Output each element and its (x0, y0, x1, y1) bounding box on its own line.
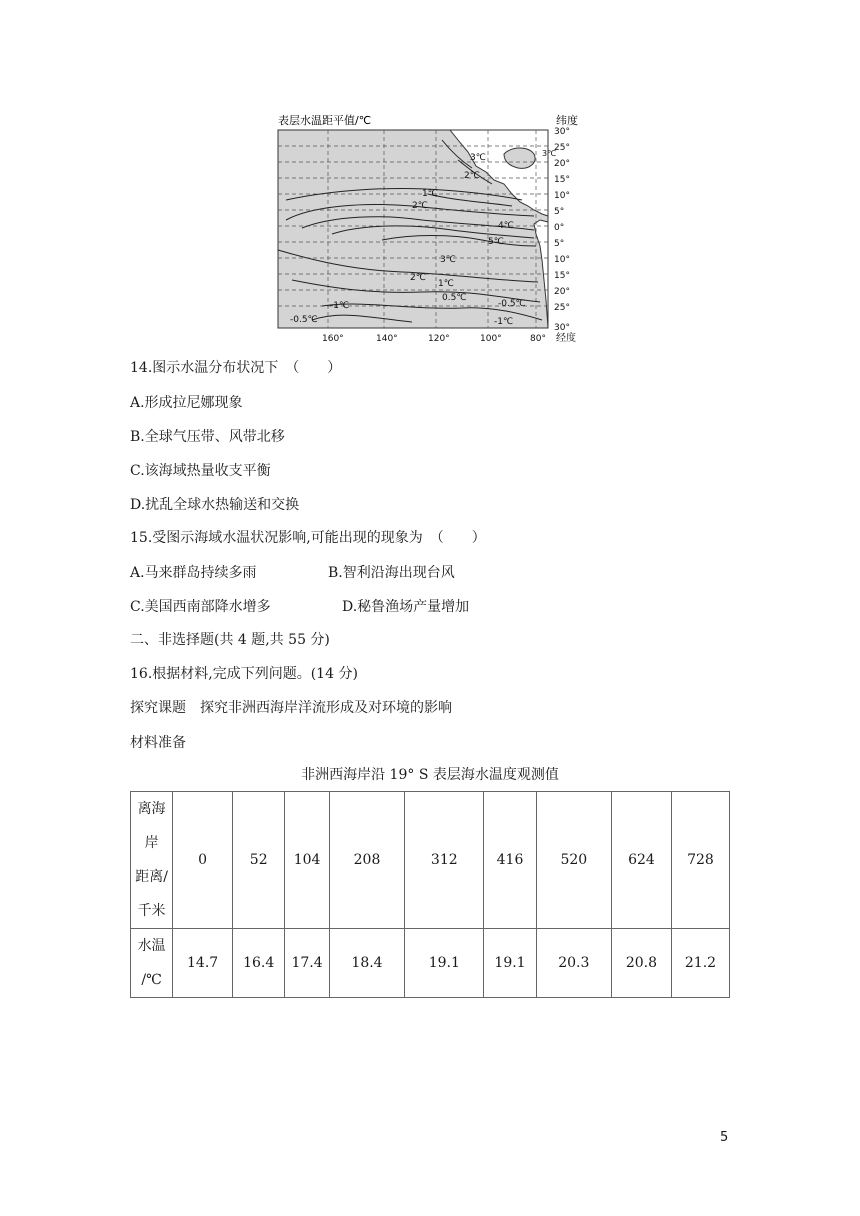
map-svg (272, 110, 592, 346)
header-text: 离海 (137, 801, 166, 817)
lat-label: 10° (554, 255, 570, 265)
temperature-cell: 19.1 (405, 929, 484, 998)
lon-label: 80° (530, 334, 546, 344)
contour-label: 2℃ (464, 171, 480, 181)
header-text: /℃ (141, 972, 162, 988)
temperature-cell: 19.1 (484, 929, 536, 998)
temperature-cell: 20.3 (536, 929, 611, 998)
lat-label: 0° (554, 223, 565, 233)
q14-option-a: A.形成拉尼娜现象 (130, 395, 243, 411)
sst-anomaly-map (272, 110, 592, 346)
q15-stem: 15.受图示海域水温状况影响,可能出现的现象为 （ ） (130, 530, 486, 546)
contour-label: 2℃ (410, 273, 426, 283)
contour-label: 2℃ (412, 201, 428, 211)
header-text: 水温 (137, 938, 166, 954)
header-text: 距离/ (135, 869, 168, 885)
sst-table (130, 791, 730, 998)
lat-label: 15° (554, 175, 570, 185)
distance-cell: 624 (611, 792, 671, 929)
q15-option-c: C.美国西南部降水增多 (130, 599, 271, 615)
map-title: 表层水温距平值/℃ (278, 114, 372, 127)
lon-label: 100° (480, 334, 502, 344)
q14-option-c: C.该海域热量收支平衡 (130, 463, 271, 479)
contour-label: -0.5℃ (498, 299, 526, 309)
contour-label: -0.5℃ (290, 315, 318, 325)
lat-label: 5° (554, 207, 565, 217)
temperature-cell: 16.4 (233, 929, 285, 998)
lon-label: 140° (376, 334, 398, 344)
lon-labels (322, 331, 576, 344)
distance-cell: 416 (484, 792, 536, 929)
distance-cell: 208 (329, 792, 404, 929)
lat-label: 25° (554, 143, 570, 153)
distance-cell: 104 (285, 792, 330, 929)
distance-cell: 52 (233, 792, 285, 929)
contour-label: 3℃ (470, 153, 486, 163)
temperature-cell: 18.4 (329, 929, 404, 998)
contour-label: 1℃ (438, 279, 454, 289)
temperature-cell: 14.7 (173, 929, 233, 998)
header-text: 千米 (137, 903, 166, 919)
contour-label: -1℃ (330, 301, 350, 311)
header-text: 岸 (144, 835, 159, 851)
temperature-cell: 21.2 (671, 929, 729, 998)
contour-label: 3℃ (542, 149, 557, 158)
lat-label: 20° (554, 287, 570, 297)
section-heading: 二、非选择题(共 4 题,共 55 分) (130, 632, 330, 648)
temperature-cell: 20.8 (611, 929, 671, 998)
distance-header-cell (131, 792, 173, 929)
lat-label: 20° (554, 159, 570, 169)
temperature-cell: 17.4 (285, 929, 330, 998)
contour-label: -1℃ (494, 317, 514, 327)
lat-label: 10° (554, 191, 570, 201)
temperature-header-cell (131, 929, 173, 998)
table-row (131, 792, 730, 929)
q16-material: 材料准备 (130, 735, 186, 751)
lat-axis-title: 纬度 (556, 114, 578, 127)
distance-cell: 0 (173, 792, 233, 929)
q15-option-b: B.智利沿海出现台风 (328, 565, 455, 581)
lat-label: 30° (554, 127, 570, 137)
q14-option-d: D.扰乱全球水热输送和交换 (130, 497, 300, 513)
contour-label: 4℃ (498, 221, 514, 231)
q15-option-d: D.秘鲁渔场产量增加 (342, 599, 470, 615)
lon-axis-title: 经度 (556, 333, 576, 344)
distance-cell: 312 (405, 792, 484, 929)
lat-label: 15° (554, 271, 570, 281)
lon-label: 160° (322, 334, 344, 344)
page-number: 5 (720, 1130, 729, 1145)
lat-label: 5° (554, 239, 565, 249)
table-caption: 非洲西海岸沿 19° S 表层海水温度观测值 (301, 767, 559, 783)
q15-option-a: A.马来群岛持续多雨 (130, 565, 257, 581)
contour-label: 1℃ (422, 189, 438, 199)
q14-stem: 14.图示水温分布状况下 （ ） (130, 360, 342, 376)
lon-label: 120° (428, 334, 450, 344)
contour-label: 3℃ (440, 255, 456, 265)
contour-label: 0.5℃ (442, 293, 467, 303)
distance-cell: 728 (671, 792, 729, 929)
distance-cell: 520 (536, 792, 611, 929)
q14-option-b: B.全球气压带、风带北移 (130, 429, 285, 445)
contour-label: 5℃ (488, 237, 504, 247)
lat-labels (554, 127, 570, 333)
q16-topic: 探究课题 探究非洲西海岸洋流形成及对环境的影响 (130, 700, 452, 716)
lat-label: 30° (554, 323, 570, 333)
lat-label: 25° (554, 303, 570, 313)
table-row (131, 929, 730, 998)
q16-stem: 16.根据材料,完成下列问题。(14 分) (130, 666, 358, 682)
